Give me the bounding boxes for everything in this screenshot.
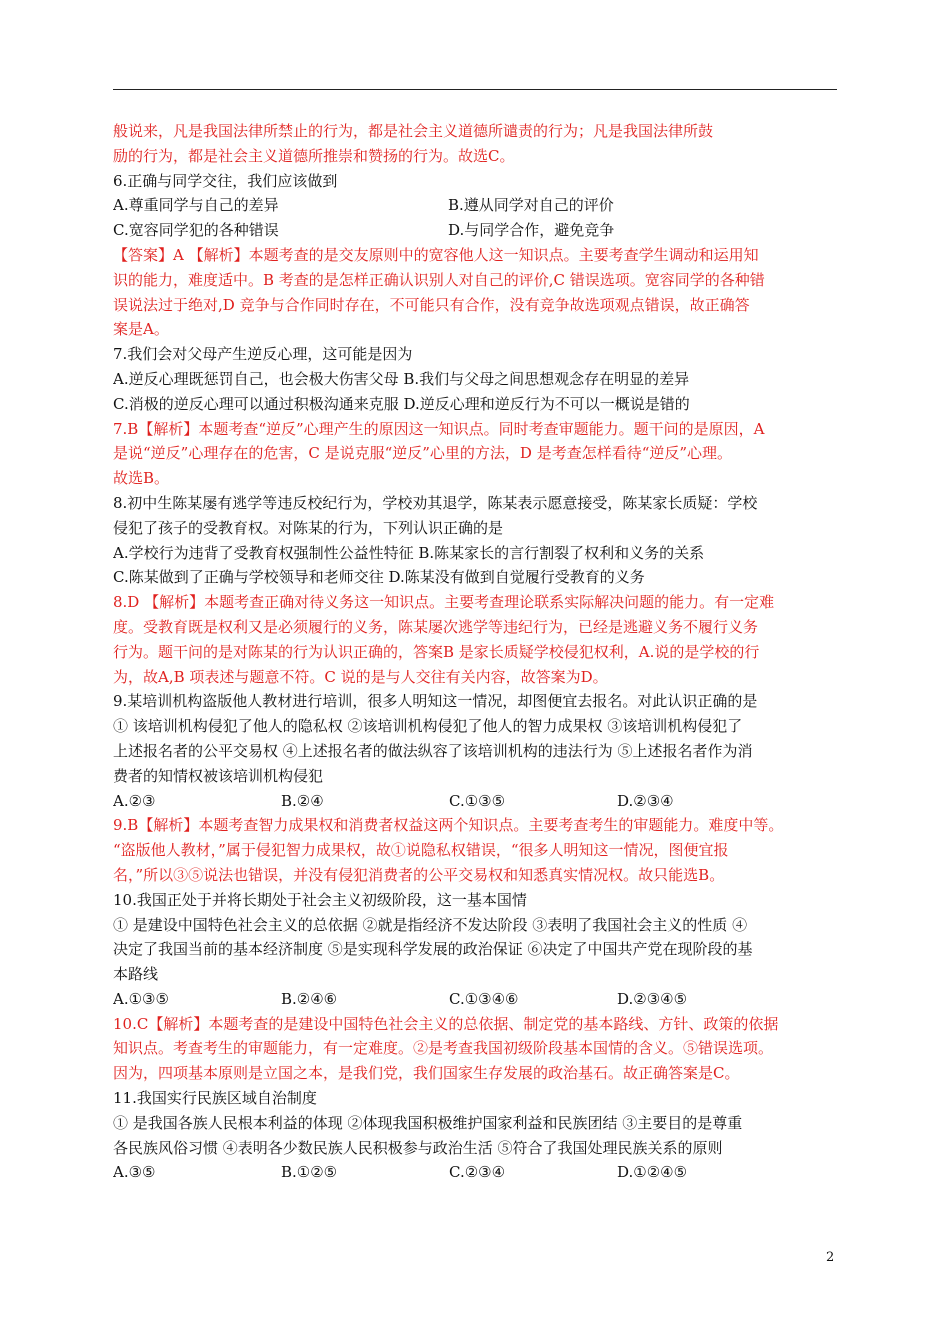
answer-explanation-line: 案是A。 bbox=[113, 320, 169, 339]
answer-explanation-line: 知识点。考查考生的审题能力，有一定难度。②是考查我国初级阶段基本国情的含义。⑤错误选项。 bbox=[113, 1039, 774, 1058]
answer-options bbox=[113, 789, 837, 814]
answer-explanation-line: 识的能力，难度适中。B 考查的是怎样正确认识别人对自己的评价,C 错误选项。宽容同学的各种错 bbox=[113, 270, 765, 289]
question-line: ① 是建设中国特色社会主义的总依据 ②就是指经济不发达阶段 ③表明了我国社会主义的性质 ④ bbox=[113, 915, 748, 934]
question-line: A.学校行为违背了受教育权强制性公益性特征 B.陈某家长的言行割裂了权利和义务的关系 bbox=[113, 543, 705, 562]
question-line: C.陈某做到了正确与学校领导和老师交往 D.陈某没有做到自觉履行受教育的义务 bbox=[113, 568, 645, 587]
question-line: 决定了我国当前的基本经济制度 ⑤是实现科学发展的政治保证 ⑥决定了中国共产党在现阶段的基 bbox=[113, 940, 753, 959]
question-line: ① 该培训机构侵犯了他人的隐私权 ②该培训机构侵犯了他人的智力成果权 ③该培训机构侵犯了 bbox=[113, 717, 743, 736]
answer-option: B.①②⑤ bbox=[281, 1163, 338, 1182]
question-line: 10.我国正处于并将长期处于社会主义初级阶段，这一基本国情 bbox=[113, 890, 527, 909]
answer-option: A.尊重同学与自己的差异 bbox=[113, 196, 279, 215]
answer-explanation-line: 故选B。 bbox=[113, 469, 170, 488]
answer-explanation-line: 7.B【解析】本题考查“逆反”心理产生的原因这一知识点。同时考查审题能力。题干问的是原因，A bbox=[113, 419, 765, 438]
question-line: 9.某培训机构盗版他人教材进行培训，很多人明知这一情况，却图便宜去报名。对此认识正确的是 bbox=[113, 692, 758, 711]
answer-explanation-line: 9.B【解析】本题考查智力成果权和消费者权益这两个知识点。主要考查考生的审题能力。难度中等。 bbox=[113, 816, 784, 835]
question-line: 6.正确与同学交往，我们应该做到 bbox=[113, 171, 338, 190]
answer-explanation-line: 是说“逆反”心理存在的危害，C 是说克服“逆反”心里的方法，D 是考查怎样看待“逆反”心理。 bbox=[113, 444, 733, 463]
answer-option: B.②④ bbox=[281, 791, 324, 810]
answer-option: D.②③④⑤ bbox=[617, 989, 688, 1008]
page-number: 2 bbox=[826, 1250, 835, 1265]
question-line: A.逆反心理既惩罚自己，也会极大伤害父母 B.我们与父母之间思想观念存在明显的差异 bbox=[113, 369, 690, 388]
answer-option: C.②③④ bbox=[449, 1163, 506, 1182]
question-line: 上述报名者的公平交易权 ④上述报名者的做法纵容了该培训机构的违法行为 ⑤上述报名者作为消 bbox=[113, 741, 753, 760]
answer-options bbox=[113, 1160, 837, 1185]
question-line: 侵犯了孩子的受教育权。对陈某的行为，下列认识正确的是 bbox=[113, 518, 504, 537]
answer-explanation-line: “盗版他人教材，”属于侵犯智力成果权，故①说隐私权错误，“很多人明知这一情况，图便宜报 bbox=[113, 841, 729, 860]
question-line: 费者的知情权被该培训机构侵犯 bbox=[113, 766, 324, 785]
answer-explanation-line: 励的行为，都是社会主义道德所推崇和赞扬的行为。故选C。 bbox=[113, 146, 515, 165]
question-line: 7.我们会对父母产生逆反心理，这可能是因为 bbox=[113, 345, 413, 364]
answer-explanation-line: 度。受教育既是权利又是必须履行的义务，陈某屡次逃学等违纪行为，已经是逃避义务不履行义务 bbox=[113, 617, 759, 636]
answer-explanation-line: 8.D 【解析】本题考查正确对待义务这一知识点。主要考查理论联系实际解决问题的能力。有一定难 bbox=[113, 593, 775, 612]
header-rule bbox=[113, 89, 837, 90]
question-line: 11.我国实行民族区域自治制度 bbox=[113, 1089, 317, 1108]
question-line: C.消极的逆反心理可以通过积极沟通来克服 D.逆反心理和逆反行为不可以一概说是错的 bbox=[113, 394, 690, 413]
answer-explanation-line: 【答案】A 【解析】本题考查的是交友原则中的宽容他人这一知识点。主要考查学生调动和运用知 bbox=[113, 245, 759, 264]
answer-option: B.②④⑥ bbox=[281, 989, 338, 1008]
answer-options bbox=[113, 193, 837, 218]
question-line: 各民族风俗习惯 ④表明各少数民族人民积极参与政治生活 ⑤符合了我国处理民族关系的原则 bbox=[113, 1138, 723, 1157]
answer-explanation-line: 名，”所以③⑤说法也错误，并没有侵犯消费者的公平交易权和知悉真实情况权。故只能选B。 bbox=[113, 865, 725, 884]
answer-explanation-line: 行为。题干问的是对陈某的行为认识正确的，答案B 是家长质疑学校侵犯权利，A.说的是学校的行 bbox=[113, 642, 760, 661]
answer-explanation-line: 误说法过于绝对,D 竞争与合作同时存在，不可能只有合作，没有竞争故选项观点错误，故正确答 bbox=[113, 295, 750, 314]
answer-option: D.①②④⑤ bbox=[617, 1163, 688, 1182]
answer-options bbox=[113, 218, 837, 243]
answer-option: C.①③④⑥ bbox=[449, 989, 519, 1008]
answer-option: A.①③⑤ bbox=[113, 989, 169, 1008]
answer-option: D.与同学合作，避免竞争 bbox=[448, 221, 615, 240]
answer-explanation-line: 般说来，凡是我国法律所禁止的行为，都是社会主义道德所谴责的行为；凡是我国法律所鼓 bbox=[113, 122, 714, 140]
answer-options bbox=[113, 987, 837, 1012]
answer-option: B.遵从同学对自己的评价 bbox=[448, 196, 614, 215]
answer-option: A.③⑤ bbox=[113, 1163, 156, 1182]
answer-explanation-line: 为，故A,B 项表述与题意不符。C 说的是与人交往有关内容，故答案为D。 bbox=[113, 667, 608, 686]
question-line: ① 是我国各族人民根本利益的体现 ②体现我国积极维护国家利益和民族团结 ③主要目的是尊重 bbox=[113, 1113, 743, 1132]
answer-explanation-line: 因为，四项基本原则是立国之本，是我们党，我们国家生存发展的政治基石。故正确答案是C。 bbox=[113, 1064, 740, 1083]
answer-option: C.宽容同学犯的各种错误 bbox=[113, 221, 279, 240]
page-body bbox=[113, 119, 837, 1185]
answer-option: A.②③ bbox=[113, 791, 156, 810]
answer-option: D.②③④ bbox=[617, 791, 674, 810]
question-line: 8.初中生陈某屡有逃学等违反校纪行为，学校劝其退学，陈某表示愿意接受，陈某家长质疑：学校 bbox=[113, 493, 758, 512]
answer-explanation-line: 10.C【解析】本题考查的是建设中国特色社会主义的总依据、制定党的基本路线、方针、政策的依据 bbox=[113, 1014, 779, 1033]
answer-option: C.①③⑤ bbox=[449, 791, 506, 810]
question-line: 本路线 bbox=[113, 965, 159, 984]
